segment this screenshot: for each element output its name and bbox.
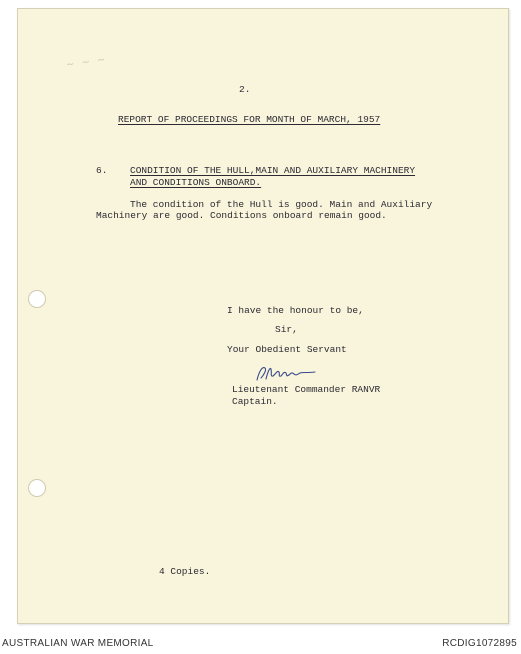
section-heading-line1: CONDITION OF THE HULL,MAIN AND AUXILIARY MACHINERY <box>130 165 416 176</box>
signatory-rank: Lieutenant Commander RANVR <box>232 384 381 395</box>
section-body-line2: Machinery are good. Conditions onboard remain good. <box>96 210 387 221</box>
closing-line3: Your Obedient Servant <box>227 344 347 355</box>
handwritten-signature <box>253 362 323 384</box>
pencil-marking: ~ ~ ~ <box>65 54 109 71</box>
section-heading-line2: AND CONDITIONS ONBOARD. <box>130 177 262 188</box>
footer-left-label: AUSTRALIAN WAR MEMORIAL <box>2 638 154 649</box>
closing-line1: I have the honour to be, <box>227 305 364 316</box>
closing-line2: Sir, <box>275 324 298 335</box>
punch-hole-bottom <box>28 479 46 497</box>
document-page <box>17 8 509 624</box>
footer-right-label: RCDIG1072895 <box>442 638 517 649</box>
section-body-line1: The condition of the Hull is good. Main and Auxiliary <box>130 199 433 210</box>
signatory-role: Captain. <box>232 396 278 407</box>
punch-hole-top <box>28 290 46 308</box>
section-number: 6. <box>96 165 108 176</box>
page-number: 2. <box>239 84 251 95</box>
copies-note: 4 Copies. <box>159 566 211 577</box>
report-title: REPORT OF PROCEEDINGS FOR MONTH OF MARCH, 1957 <box>118 114 381 125</box>
